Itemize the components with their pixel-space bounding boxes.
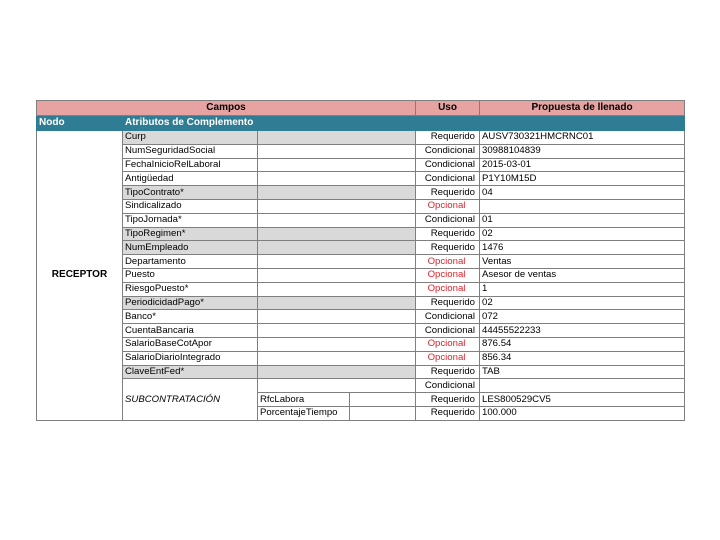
- uso-cell: Opcional: [416, 351, 480, 365]
- uso-cell: Requerido: [416, 406, 480, 420]
- value-cell: TAB: [480, 365, 685, 379]
- header-campos: Campos: [37, 101, 416, 116]
- table-row: [37, 241, 685, 255]
- attribute-spacer: [258, 241, 416, 255]
- uso-cell: Condicional: [416, 213, 480, 227]
- value-cell: Asesor de ventas: [480, 268, 685, 282]
- uso-cell: Opcional: [416, 255, 480, 269]
- table-row: [37, 158, 685, 172]
- subheader-empty-uso: [416, 116, 480, 131]
- subheader-row: [37, 116, 685, 131]
- attribute-name: SalarioBaseCotApor: [123, 337, 258, 351]
- attribute-spacer: [258, 296, 416, 310]
- value-cell: 2015-03-01: [480, 158, 685, 172]
- sub-attribute-spacer: [350, 393, 416, 407]
- attribute-spacer: [258, 351, 416, 365]
- uso-cell: Requerido: [416, 131, 480, 145]
- value-cell: 876.54: [480, 337, 685, 351]
- uso-cell: Requerido: [416, 186, 480, 200]
- value-cell: 100.000: [480, 406, 685, 420]
- uso-cell: Condicional: [416, 172, 480, 186]
- uso-cell: Condicional: [416, 310, 480, 324]
- attribute-spacer: [258, 268, 416, 282]
- table-row: [37, 131, 685, 145]
- attribute-name: Banco*: [123, 310, 258, 324]
- attribute-spacer: [258, 310, 416, 324]
- uso-cell: Requerido: [416, 241, 480, 255]
- table-row: [37, 213, 685, 227]
- table-row: [37, 144, 685, 158]
- uso-cell: Condicional: [416, 158, 480, 172]
- attribute-name: PeriodicidadPago*: [123, 296, 258, 310]
- attribute-spacer: [258, 144, 416, 158]
- table-row: [37, 324, 685, 338]
- value-cell: 02: [480, 227, 685, 241]
- uso-cell: Opcional: [416, 268, 480, 282]
- value-cell: 04: [480, 186, 685, 200]
- uso-cell: Condicional: [416, 144, 480, 158]
- header-row: [37, 101, 685, 116]
- subcontratacion-label: SUBCONTRATACIÓN: [123, 379, 258, 420]
- attribute-spacer: [258, 324, 416, 338]
- table-row: [37, 255, 685, 269]
- value-cell: [480, 379, 685, 393]
- table-row: [37, 172, 685, 186]
- value-cell: 44455522233: [480, 324, 685, 338]
- attribute-name: TipoContrato*: [123, 186, 258, 200]
- value-cell: 072: [480, 310, 685, 324]
- attribute-name: TipoJornada*: [123, 213, 258, 227]
- complement-table-container: [36, 100, 684, 421]
- uso-cell: Condicional: [416, 379, 480, 393]
- sub-attribute-name: RfcLabora: [258, 393, 350, 407]
- table-row: [37, 199, 685, 213]
- sub-attribute-name: PorcentajeTiempo: [258, 406, 350, 420]
- sub-attribute-spacer: [350, 406, 416, 420]
- attribute-spacer: [258, 186, 416, 200]
- table-row: [37, 186, 685, 200]
- table-row: [37, 227, 685, 241]
- table-row: [37, 337, 685, 351]
- uso-cell: Requerido: [416, 393, 480, 407]
- uso-cell: Opcional: [416, 199, 480, 213]
- attribute-name: TipoRegimen*: [123, 227, 258, 241]
- uso-cell: Requerido: [416, 365, 480, 379]
- node-receptor: RECEPTOR: [37, 131, 123, 421]
- value-cell: AUSV730321HMCRNC01: [480, 131, 685, 145]
- table-row: [37, 310, 685, 324]
- subcontratacion-spacer: [258, 379, 416, 393]
- value-cell: Ventas: [480, 255, 685, 269]
- attribute-spacer: [258, 282, 416, 296]
- attribute-name: FechaInicioRelLaboral: [123, 158, 258, 172]
- attribute-spacer: [258, 365, 416, 379]
- table-row: [37, 268, 685, 282]
- value-cell: 02: [480, 296, 685, 310]
- attribute-name: Departamento: [123, 255, 258, 269]
- subheader-atributos: Atributos de Complemento: [123, 116, 416, 131]
- uso-cell: Opcional: [416, 282, 480, 296]
- table-row: [37, 296, 685, 310]
- attribute-name: Curp: [123, 131, 258, 145]
- uso-cell: Condicional: [416, 324, 480, 338]
- attribute-spacer: [258, 213, 416, 227]
- subheader-nodo: Nodo: [37, 116, 123, 131]
- value-cell: 1476: [480, 241, 685, 255]
- attribute-spacer: [258, 227, 416, 241]
- uso-cell: Requerido: [416, 227, 480, 241]
- attribute-spacer: [258, 172, 416, 186]
- attribute-name: Antigüedad: [123, 172, 258, 186]
- attribute-spacer: [258, 199, 416, 213]
- value-cell: 01: [480, 213, 685, 227]
- attribute-spacer: [258, 158, 416, 172]
- header-uso: Uso: [416, 101, 480, 116]
- header-propuesta: Propuesta de llenado: [480, 101, 685, 116]
- value-cell: 856.34: [480, 351, 685, 365]
- table-row: [37, 351, 685, 365]
- attribute-name: NumSeguridadSocial: [123, 144, 258, 158]
- table-row: [37, 282, 685, 296]
- uso-cell: Requerido: [416, 296, 480, 310]
- attribute-name: CuentaBancaria: [123, 324, 258, 338]
- subheader-empty-val: [480, 116, 685, 131]
- attribute-name: RiesgoPuesto*: [123, 282, 258, 296]
- attribute-spacer: [258, 131, 416, 145]
- attribute-name: NumEmpleado: [123, 241, 258, 255]
- value-cell: [480, 199, 685, 213]
- value-cell: LES800529CV5: [480, 393, 685, 407]
- value-cell: 1: [480, 282, 685, 296]
- attribute-name: Puesto: [123, 268, 258, 282]
- attribute-spacer: [258, 255, 416, 269]
- attribute-spacer: [258, 337, 416, 351]
- table-row: [37, 379, 685, 393]
- uso-cell: Opcional: [416, 337, 480, 351]
- value-cell: 30988104839: [480, 144, 685, 158]
- receptor-attributes-table: [36, 100, 685, 421]
- attribute-name: Sindicalizado: [123, 199, 258, 213]
- attribute-name: SalarioDiarioIntegrado: [123, 351, 258, 365]
- attribute-name: ClaveEntFed*: [123, 365, 258, 379]
- table-row: [37, 365, 685, 379]
- value-cell: P1Y10M15D: [480, 172, 685, 186]
